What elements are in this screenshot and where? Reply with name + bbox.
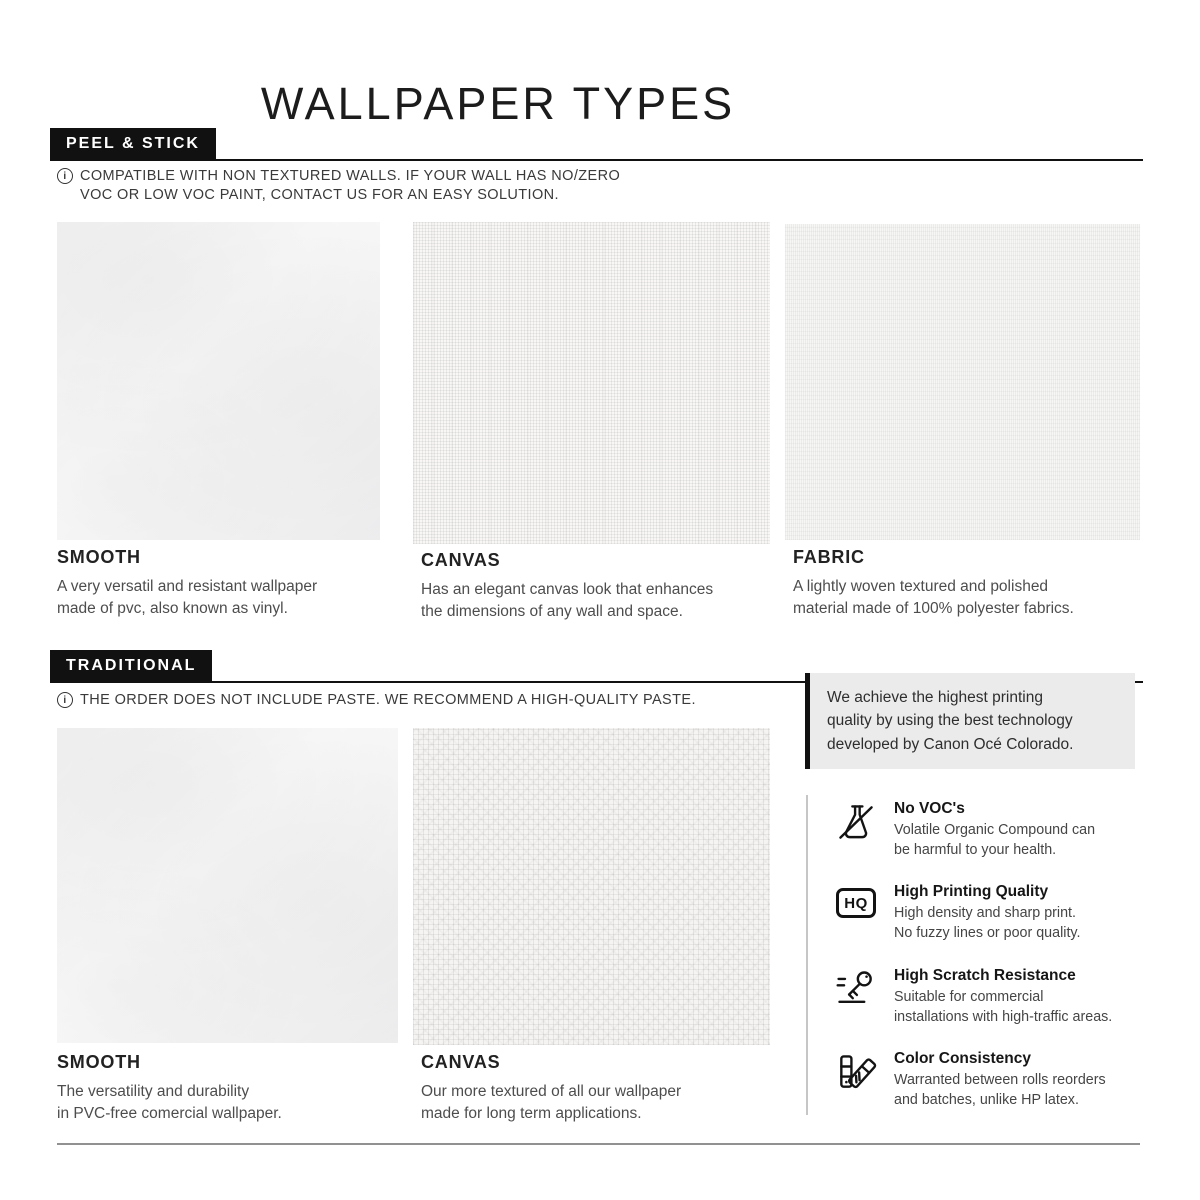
swatch-description: A lightly woven textured and polished material made of 100% polyester fabrics. [793, 578, 1074, 617]
feature-high-printing-quality [834, 883, 1142, 943]
caption-smooth-peel-stick [57, 547, 397, 620]
swatch-description: Our more textured of all our wallpaper made for long term applications. [421, 1083, 682, 1122]
caption-fabric-peel-stick [793, 547, 1143, 620]
feature-title: High Scratch Resistance [894, 966, 1076, 984]
swatch-fabric-peel-stick [785, 224, 1140, 540]
info-icon: i [57, 692, 73, 708]
swatch-description: The versatility and durability in PVC-free comercial wallpaper. [57, 1083, 282, 1122]
feature-no-voc [834, 800, 1142, 860]
peel-stick-note-text [80, 167, 620, 205]
traditional-note-text [80, 691, 696, 710]
feature-list [806, 795, 1142, 1115]
feature-description: Warranted between rolls reorders and batches, unlike HP latex. [894, 1072, 1106, 1109]
traditional-badge: TRADITIONAL [50, 650, 212, 681]
swatch-canvas-peel-stick [413, 222, 770, 544]
swatch-description: Has an elegant canvas look that enhances the dimensions of any wall and space. [421, 581, 714, 620]
bottom-divider [57, 1143, 1140, 1145]
swatch-smooth-peel-stick [57, 222, 380, 540]
page-title: WALLPAPER TYPES [260, 78, 736, 130]
feature-description: Suitable for commercial installations with high-traffic areas. [894, 988, 1113, 1025]
swatch-smooth-traditional [57, 728, 398, 1043]
peel-stick-note [57, 167, 620, 205]
feature-text [894, 967, 1112, 1027]
note-line: COMPATIBLE WITH NON TEXTURED WALLS. IF YOUR WALL HAS NO/ZERO [80, 168, 621, 184]
swatch-description: A very versatil and resistant wallpaper made of pvc, also known as vinyl. [57, 578, 318, 617]
swatch-canvas-traditional [413, 728, 770, 1045]
feature-title: High Printing Quality [894, 883, 1049, 901]
info-icon: i [57, 168, 73, 184]
feature-title: Color Consistency [894, 1050, 1031, 1068]
caption-smooth-traditional [57, 1052, 397, 1125]
caption-canvas-traditional [421, 1052, 771, 1125]
no-voc-flask-icon [834, 800, 878, 860]
key-scratch-icon [834, 967, 878, 1027]
feature-high-scratch-resistance [834, 967, 1142, 1027]
feature-text [894, 800, 1095, 860]
feature-title: No VOC's [894, 800, 965, 817]
swatch-title: SMOOTH [57, 1052, 141, 1072]
peel-stick-badge: PEEL & STICK [50, 128, 216, 159]
caption-canvas-peel-stick [421, 550, 771, 623]
feature-description: High density and sharp print. No fuzzy lines or poor quality. [894, 905, 1081, 942]
feature-text [894, 1050, 1106, 1110]
swatch-title: SMOOTH [57, 547, 141, 567]
note-line: THE ORDER DOES NOT INCLUDE PASTE. WE RECOMMEND A HIGH-QUALITY PASTE. [80, 692, 696, 708]
printing-quality-quote: We achieve the highest printing quality by using the best technology developed by Canon Océ Colorado. [805, 673, 1135, 769]
swatch-title: FABRIC [793, 547, 865, 567]
swatch-title: CANVAS [421, 550, 501, 570]
feature-color-consistency [834, 1050, 1142, 1110]
note-line: VOC OR LOW VOC PAINT, CONTACT US FOR AN EASY SOLUTION. [80, 186, 559, 203]
section-header-peel-stick [50, 128, 1143, 161]
swatch-title: CANVAS [421, 1052, 501, 1072]
feature-text [894, 883, 1080, 943]
traditional-note [57, 691, 696, 710]
hq-badge-icon: HQ [834, 883, 878, 943]
feature-description: Volatile Organic Compound can be harmful to your health. [894, 822, 1096, 858]
color-swatches-icon [834, 1050, 878, 1110]
